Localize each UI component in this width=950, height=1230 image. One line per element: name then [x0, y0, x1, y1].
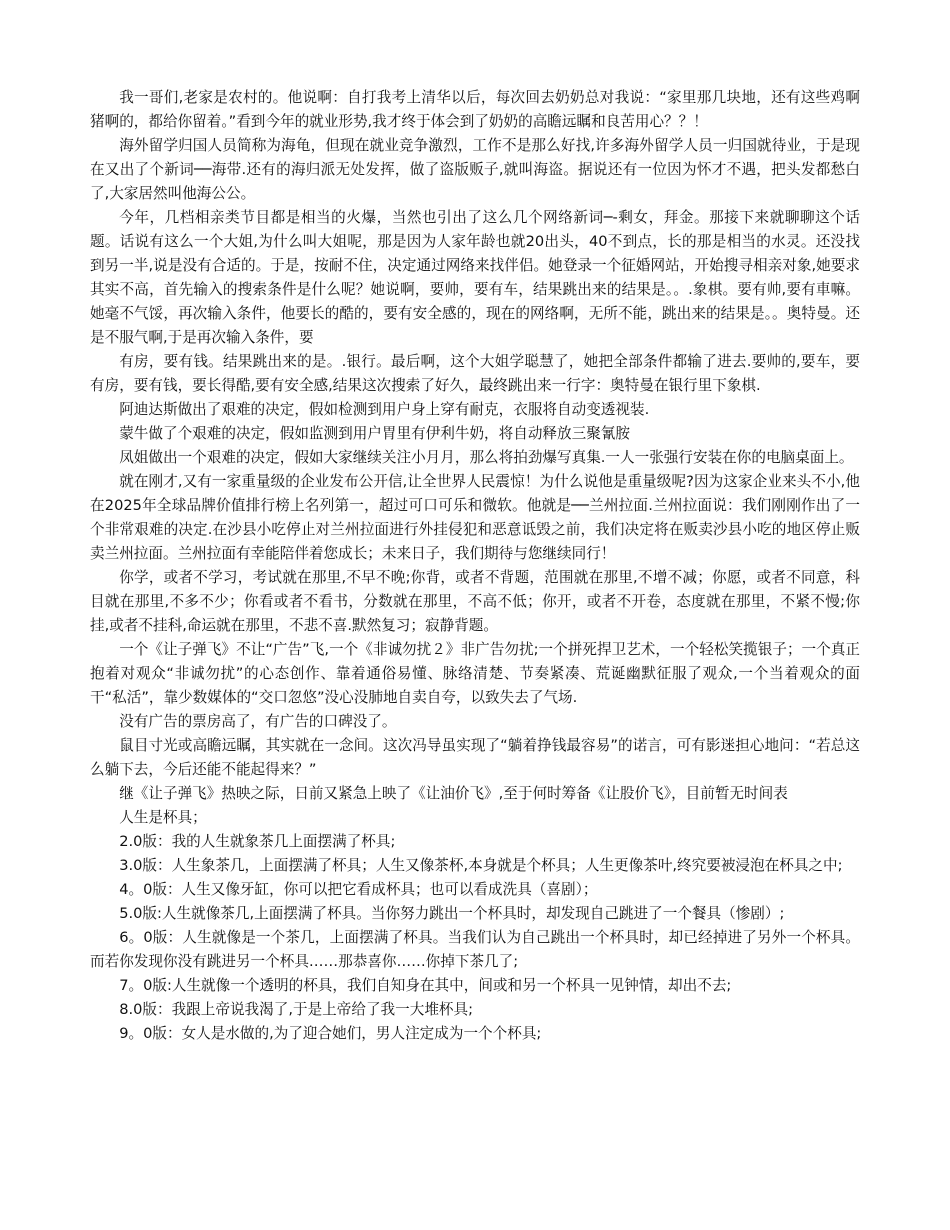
version-line: 5.0版:人生就像茶几,上面摆满了杯具。当你努力跳出一个杯具时，却发现自己跳进了一个餐具（惨剧）; [119, 905, 785, 922]
version-line: 3.0版：人生象茶几，上面摆满了杯具；人生又像茶杯,本身就是个杯具；人生更像茶叶,终究要被浸泡在杯具之中; [119, 857, 843, 874]
version-line: 2.0版：我的人生就象茶几上面摆满了杯具; [119, 833, 396, 850]
paragraph: 我一哥们,老家是农村的。他说啊：自打我考上清华以后，每次回去奶奶总对我说：“家里那几块地，还有这些鸡啊猪啊的，都给你留着。”看到今年的就业形势,我才终于体会到了奶奶的高瞻远瞩和良苦用心？？！ [90, 89, 860, 130]
list-line: 人生是杯具； [119, 809, 207, 826]
paragraph: 继《让子弹飞》热映之际，日前又紧急上映了《让油价飞》,至于何时筹备《让股价飞》，目前暂无时间表 [119, 785, 788, 802]
paragraph: 你学，或者不学习，考试就在那里,不早不晚;你背，或者不背题，范围就在那里,不增不减；你愿，或者不同意，科目就在那里,不多不少；你看或者不看书，分数就在那里，不高不低；你开，或者不开卷，态度就在那里，不紧不慢;你挂,或者不挂科,命运就在那里，不悲不喜.默然复习；寂静背题。 [90, 569, 860, 634]
version-line: 6。0版：人生就像是一个茶几，上面摆满了杯具。当我们认为自己跳出一个杯具时，却已经掉进了另外一个杯具。而若你发现你没有跳进另一个杯具……那恭喜你……你掉下茶几了; [90, 929, 860, 970]
paragraph: 海外留学归国人员简称为海龟，但现在就业竞争激烈，工作不是那么好找,许多海外留学人员一归国就待业，于是现在又出了个新词──海带.还有的海归派无处发挥，做了盗版贩子,就叫海盗。据说还有一位因为怀才不遇，把头发都愁白了,大家居然叫他海公公。 [90, 137, 860, 202]
paragraph: 蒙牛做了个艰难的决定，假如监测到用户胃里有伊利牛奶，将自动释放三聚氰胺 [119, 425, 630, 442]
paragraph: 就在刚才,又有一家重量级的企业发布公开信,让全世界人民震惊！为什么说他是重量级呢?因为这家企业来头不小,他在2025年全球品牌价值排行榜上名列第一，超过可口可乐和微软。他就是──兰州拉面.兰州拉面说：我们刚刚作出了一个非常艰难的决定.在沙县小吃停止对兰州拉面进行外挂侵犯和恶意诋毁之前，我们决定将在贩卖沙县小吃的地区停止贩卖兰州拉面。兰州拉面有幸能陪伴着您成长；未来日子，我们期待与您继续同行！ [90, 473, 860, 562]
version-line: 4。0版：人生又像牙缸，你可以把它看成杯具；也可以看成洗具（喜剧）； [119, 881, 598, 898]
version-line: 8.0版：我跟上帝说我渴了,于是上帝给了我一大堆杯具; [119, 1001, 474, 1018]
version-line: 9。0版：女人是水做的,为了迎合她们，男人注定成为一个个杯具; [119, 1025, 542, 1042]
paragraph: 凤姐做出一个艰难的决定，假如大家继续关注小月月，那么将拍劲爆写真集.一人一张强行安装在你的电脑桌面上。 [119, 449, 854, 466]
paragraph: 有房，要有钱。结果跳出来的是。.银行。最后啊，这个大姐学聪慧了，她把全部条件都输了进去.要帅的,要车，要有房，要有钱，要长得酷,要有安全感,结果这次搜索了好久，最终跳出来一行字：奥特曼在银行里下象棋. [90, 353, 860, 394]
paragraph: 阿迪达斯做出了艰难的决定，假如检测到用户身上穿有耐克，衣服将自动变透视装. [119, 401, 650, 418]
paragraph: 没有广告的票房高了，有广告的口碑没了。 [119, 713, 397, 730]
version-line: 7。0版:人生就像一个透明的杯具，我们自知身在其中，间或和另一个杯具一见钟情，却出不去; [119, 977, 732, 994]
paragraph: 鼠目寸光或高瞻远瞩，其实就在一念间。这次冯导虽实现了“躺着挣钱最容易”的诺言，可有影迷担心地问：“若总这么躺下去，今后还能不能起得来？” [90, 737, 860, 778]
paragraph: 一个《让子弹飞》不让“广告”飞,一个《非诚勿扰２》非广告勿扰;一个拼死捍卫艺术，一个轻松笑揽银子；一个真正抱着对观众“非诚勿扰”的心态创作、靠着通俗易懂、脉络清楚、节奏紧凑、荒诞幽默征服了观众,一个当着观众的面干“私活”，靠少数媒体的“交口忽悠”没心没肺地自卖自夸，以致失去了气场. [90, 641, 860, 706]
paragraph: 今年，几档相亲类节目都是相当的火爆，当然也引出了这么几个网络新词─-剩女，拜金。那接下来就聊聊这个话题。话说有这么一个大姐,为什么叫大姐呢，那是因为人家年龄也就20出头，40不到点，长的那是相当的水灵。还没找到另一半,说是没有合适的。于是，按耐不住，决定通过网络来找伴侣。她登录一个征婚网站，开始搜寻相亲对象,她要求其实不高，首先输入的搜索条件是什么呢？她说啊，要帅，要有车，结果跳出来的结果是。。.象棋。要有帅,要有車嘛。她毫不气馁，再次输入条件，他要长的酷的，要有安全感的，现在的网络啊，无所不能，跳出来的结果是。。奥特曼。还是不服气啊,于是再次输入条件，要 [90, 209, 860, 346]
